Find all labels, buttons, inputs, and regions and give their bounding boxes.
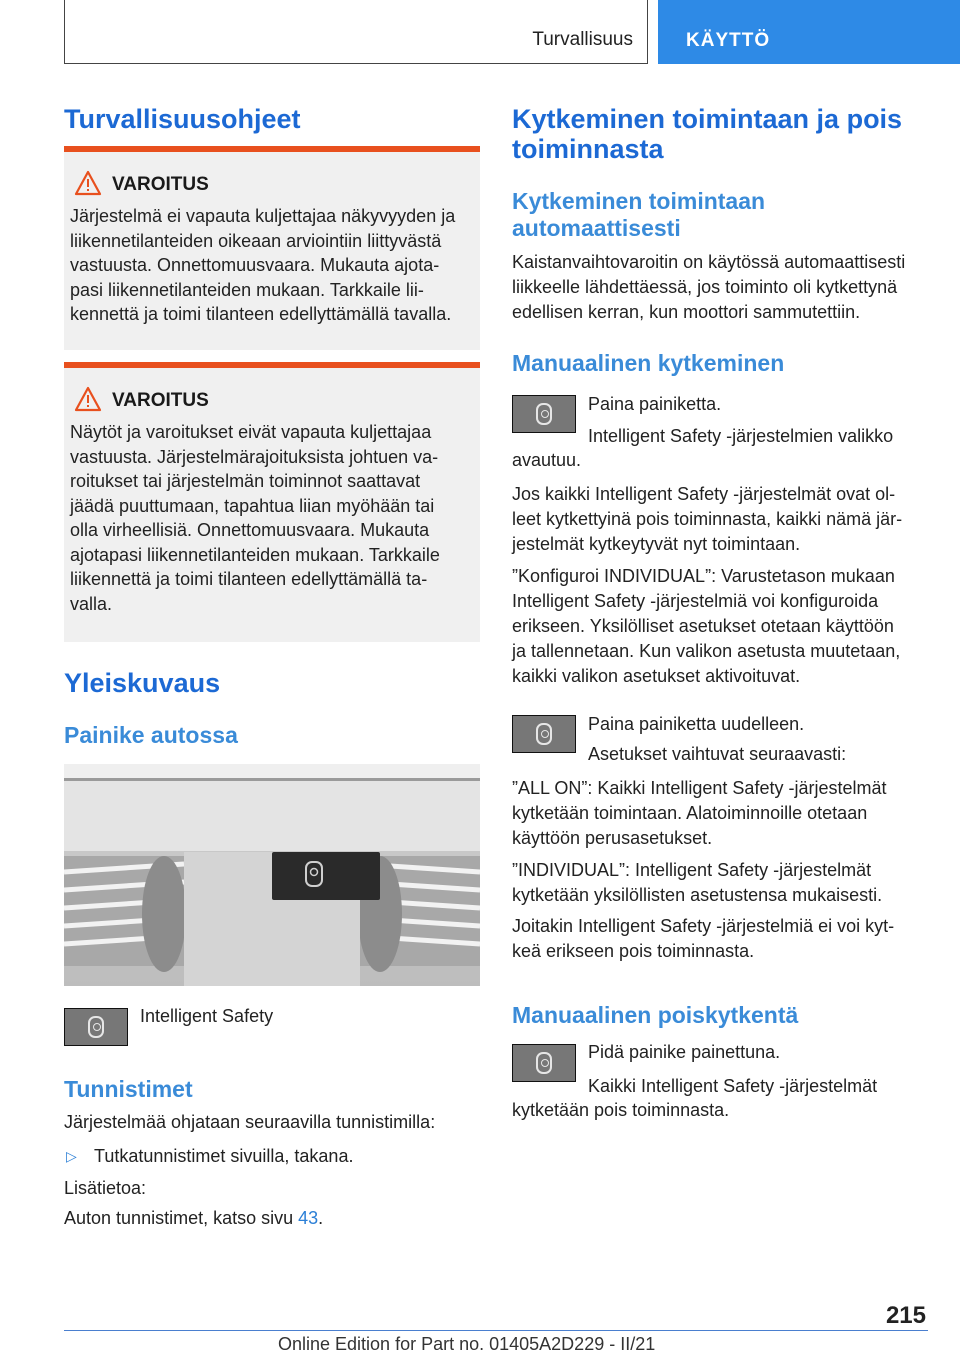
text-line: kytketään yksilöllisten asetustensa mukaisesti. — [512, 885, 883, 905]
warning-line: kennettä ja toimi tilanteen edellyttämällä tavalla. — [70, 304, 452, 324]
dashboard-illustration — [64, 764, 480, 986]
warning-line: valla. — [70, 593, 113, 614]
text-line: Jos kaikki Intelligent Safety -järjestelmät ovat ol- — [512, 484, 896, 504]
footer-edition: Online Edition for Part no. 01405A2D229 - II/21 — [278, 1334, 656, 1354]
header-section-title: Turvallisuus — [532, 29, 633, 50]
subsection-title-auto — [512, 188, 765, 242]
header-section-box — [64, 0, 648, 64]
text-line: ”Konfiguroi INDIVIDUAL”: Varustetason mukaan — [512, 566, 895, 586]
warning-line: liikennetilanteiden oikeaan arviointiin liittyvästä — [70, 230, 442, 251]
sensors-intro: Järjestelmää ohjataan seuraavilla tunnistimilla: — [64, 1112, 436, 1132]
text-line: Intelligent Safety -järjestelmiä voi konfiguroida — [512, 591, 879, 611]
sensors-list-item: Tutkatunnistimet sivuilla, takana. — [94, 1146, 354, 1166]
subsection-title-sensors: Tunnistimet — [64, 1076, 193, 1102]
title-line: Kytkeminen toimintaan — [512, 188, 766, 214]
step-result-line: kytketään pois toiminnasta. — [512, 1100, 730, 1120]
step-press-button: Paina painiketta. — [588, 394, 722, 414]
text-line: kaikki valikon asetukset aktivoituvat. — [512, 666, 801, 686]
paragraph-some-systems — [512, 914, 894, 964]
text-line: ”ALL ON”: Kaikki Intelligent Safety -järjestelmät — [512, 778, 887, 798]
paragraph-individual — [512, 858, 882, 908]
warning-line: liikennettä ja toimi tilanteen edellyttämällä ta- — [70, 569, 428, 589]
title-line: automaattisesti — [512, 215, 681, 241]
title-line: Kytkeminen toimintaan ja pois — [512, 104, 903, 134]
title-line: toiminnasta — [512, 134, 664, 164]
chapter-tab[interactable] — [658, 0, 960, 64]
chapter-tab-label: KÄYTTÖ — [686, 30, 771, 51]
section-title-switching — [512, 104, 902, 164]
text-line: keä erikseen pois toiminnasta. — [512, 941, 755, 961]
subsection-title-button: Painike autossa — [64, 722, 238, 748]
warning-line: ajotapasi liikennetilanteiden mukaan. Tarkkaile — [70, 544, 440, 565]
step-result-line: Intelligent Safety -järjestelmien valikko — [588, 426, 894, 446]
warning-text — [70, 204, 478, 327]
page-title-safety: Turvallisuusohjeet — [64, 104, 301, 134]
button-caption: Intelligent Safety — [140, 1006, 274, 1026]
warning-text — [70, 420, 478, 616]
text-line: kytketään toimintaan. Alatoiminnoille otetaan — [512, 803, 868, 823]
warning-line: Järjestelmä ei vapauta kuljettajaa näkyvyyden ja — [70, 206, 456, 226]
warning-line: pasi liikennetilanteiden mukaan. Tarkkaile lii- — [70, 279, 424, 300]
step-result-line: Kaikki Intelligent Safety -järjestelmät — [588, 1076, 878, 1096]
footer-divider — [64, 1330, 928, 1331]
text-line: Joitakin Intelligent Safety -järjestelmiä ei voi kyt- — [512, 916, 895, 936]
intelligent-safety-button-icon — [64, 1008, 128, 1046]
more-info-label: Lisätietoa: — [64, 1178, 147, 1198]
text-line: ja tallennetaan. Kun valikon asetusta muutetaan, — [512, 641, 901, 661]
step-result-line: avautuu. — [512, 450, 582, 470]
reference-end: . — [318, 1208, 324, 1228]
auto-paragraph — [512, 250, 905, 325]
paragraph-all-on — [512, 776, 886, 851]
text-line: jestelmät kytkeytyvät nyt toimintaan. — [512, 534, 801, 554]
text-line: ”INDIVIDUAL”: Intelligent Safety -järjestelmät — [512, 860, 872, 880]
subsection-title-manual-off: Manuaalinen poiskytkentä — [512, 1002, 799, 1028]
warning-line: Näytöt ja varoitukset eivät vapauta kuljettajaa — [70, 422, 432, 442]
reference-text: Auton tunnistimet, katso sivu — [64, 1208, 299, 1228]
intelligent-safety-button-icon — [512, 1044, 576, 1082]
warning-triangle-icon — [74, 170, 102, 196]
paragraph-all-off — [512, 482, 902, 557]
text-line: käyttöön perusasetukset. — [512, 828, 713, 848]
warning-box-2 — [64, 362, 480, 642]
warning-line: olla virheellisiä. Onnettomuusvaara. Mukauta — [70, 520, 430, 540]
car-button-photo — [64, 764, 480, 986]
intelligent-safety-button-icon — [512, 395, 576, 433]
warning-bar — [64, 146, 480, 152]
warning-box-1 — [64, 146, 480, 350]
warning-line: vastuusta. Järjestelmärajoituksista johtuen va- — [70, 446, 439, 467]
step-press-again: Paina painiketta uudelleen. — [588, 714, 805, 734]
subsection-title-manual-on: Manuaalinen kytkeminen — [512, 350, 785, 376]
intelligent-safety-button-icon — [512, 715, 576, 753]
warning-triangle-icon — [74, 386, 102, 412]
text-line: leet kytkettyinä pois toiminnasta, kaikki nämä jär- — [512, 509, 903, 529]
reference-line — [64, 1206, 323, 1231]
warning-label: VAROITUS — [112, 390, 209, 411]
step-hold-button: Pidä painike painettuna. — [588, 1042, 781, 1062]
page-link[interactable]: 43 — [298, 1208, 319, 1228]
step-result-line: Asetukset vaihtuvat seuraavasti: — [588, 744, 847, 764]
warning-bar — [64, 362, 480, 368]
text-line: erikseen. Yksilölliset asetukset otetaan käyttöön — [512, 616, 894, 636]
text-line: liikkeelle lähdettäessä, jos toiminto oli kytkettynä — [512, 277, 898, 297]
warning-line: roitukset tai järjestelmän toiminnot saattavat — [70, 471, 421, 491]
warning-line: jäädä puuttumaan, tapahtua liian myöhään tai — [70, 495, 435, 516]
bullet-triangle-icon: ▷ — [66, 1148, 77, 1164]
warning-label: VAROITUS — [112, 174, 209, 195]
page-number: 215 — [885, 1302, 926, 1329]
text-line: edellisen kerran, kun moottori sammutettiin. — [512, 302, 861, 322]
warning-line: vastuusta. Onnettomuusvaara. Mukauta ajota- — [70, 255, 440, 275]
text-line: Kaistanvaihtovaroitin on käytössä automaattisesti — [512, 252, 906, 272]
section-title-overview: Yleiskuvaus — [64, 668, 221, 698]
paragraph-individual-config — [512, 564, 900, 689]
